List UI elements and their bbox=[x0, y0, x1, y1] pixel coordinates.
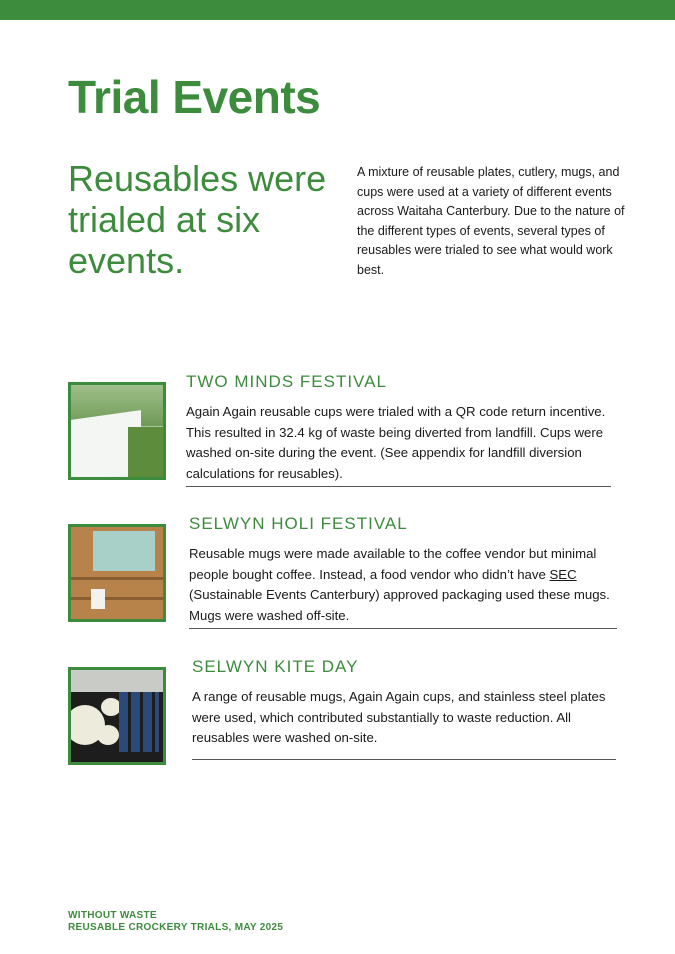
event-title: TWO MINDS FESTIVAL bbox=[186, 372, 387, 391]
event-description: A range of reusable mugs, Again Again cups, and stainless steel plates were used, which contributed substantially to waste reduction. All reusables were washed on-site. bbox=[192, 687, 616, 760]
footer bbox=[68, 910, 283, 934]
event-description: Again Again reusable cups were trialed with a QR code return incentive. This resulted in 32.4 kg of waste being diverted from landfill. Cups were washed on-site during the event. (See appendix for landfill diversion calculations for reusables). bbox=[186, 402, 611, 487]
footer-report: REUSABLE CROCKERY TRIALS, MAY 2025 bbox=[68, 922, 284, 933]
event-title: SELWYN HOLI FESTIVAL bbox=[189, 514, 408, 533]
top-accent-bar bbox=[0, 0, 675, 20]
event-description: Reusable mugs were made available to the coffee vendor but minimal people bought coffee. Instead, a food vendor who didn’t have SEC (Sustainable Events Canterbury) approved packaging used these mugs. Mugs were washed off-site. bbox=[189, 544, 617, 629]
event-title: SELWYN KITE DAY bbox=[192, 657, 359, 676]
event-photo bbox=[68, 667, 166, 765]
intro-headline: Reusables were trialed at six events. bbox=[68, 158, 327, 281]
event-photo bbox=[68, 524, 166, 622]
sec-link[interactable]: SEC bbox=[549, 566, 577, 582]
event-photo bbox=[68, 382, 166, 480]
intro-body: A mixture of reusable plates, cutlery, mugs, and cups were used at a variety of different events across Waitaha Canterbury. Due to the nature of the different types of events, several types of reusables were trialed to see what would work best. bbox=[357, 165, 625, 277]
page-title: Trial Events bbox=[68, 71, 321, 123]
footer-org: WITHOUT WASTE bbox=[68, 910, 157, 921]
